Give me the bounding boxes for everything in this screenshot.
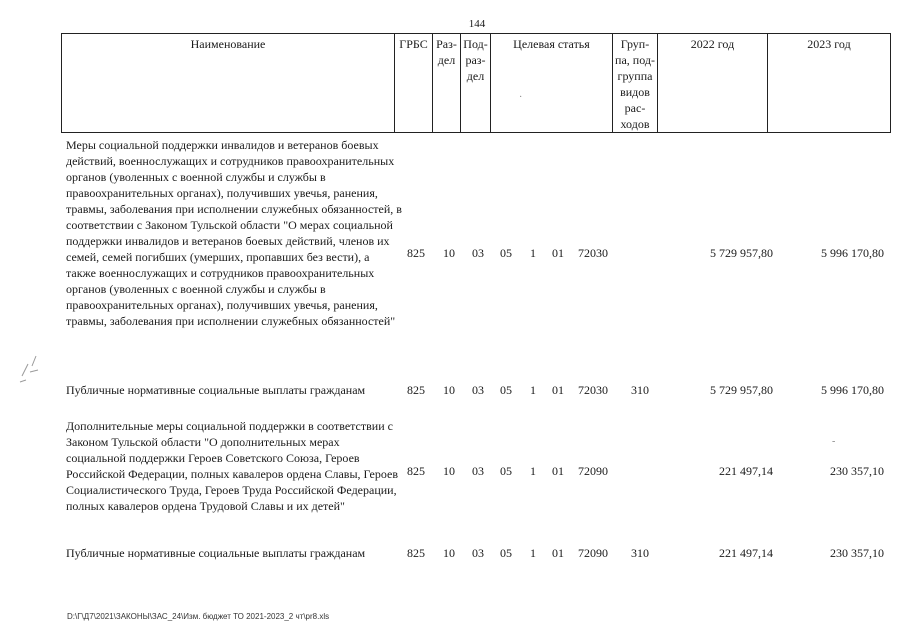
- header-podrazdel: Под- раз- дел: [461, 34, 491, 133]
- header-grbs: ГРБС: [395, 34, 433, 133]
- row-target-3: 01: [552, 546, 564, 560]
- row-razdel: 10: [443, 546, 455, 560]
- row-2023: 5 996 170,80: [821, 246, 884, 260]
- row-razdel: 10: [443, 383, 455, 397]
- row-grbs: 825: [407, 464, 425, 478]
- pencil-mark: [14, 352, 44, 386]
- row-razdel: 10: [443, 464, 455, 478]
- row-target-1: 05: [500, 546, 512, 560]
- row-target-2: 1: [530, 383, 536, 397]
- row-target-4: 72030: [578, 383, 608, 397]
- row-target-2: 1: [530, 546, 536, 560]
- row-target-4: 72090: [578, 464, 608, 478]
- row-podrazdel: 03: [472, 383, 484, 397]
- row-2022: 221 497,14: [719, 546, 773, 560]
- row-grbs: 825: [407, 383, 425, 397]
- row-2023: 230 357,10: [830, 464, 884, 478]
- row-name: Публичные нормативные социальные выплаты гражданам: [66, 546, 366, 560]
- header-target: Целевая статья: [491, 34, 613, 133]
- row-group: 310: [631, 546, 649, 560]
- header-razdel: Раз- дел: [433, 34, 461, 133]
- row-razdel: 10: [443, 246, 455, 260]
- row-target-1: 05: [500, 383, 512, 397]
- row-group: 310: [631, 383, 649, 397]
- header-name: Наименование: [62, 34, 395, 133]
- table-header: [61, 33, 891, 133]
- scan-dot: -: [832, 436, 836, 447]
- row-2022: 5 729 957,80: [710, 383, 773, 397]
- row-name: Дополнительные меры социальной поддержки в соответствии с Законом Тульской области "О дополнительных мерах социальной поддержки Героев Советского Союза, Героев Российской Федерации, полных кавалеров ордена Славы, Героев Социалистического Труда, Героев Труда Российской Федерации, полных кавалеров ордена Трудовой Славы и их детей": [66, 419, 398, 513]
- file-path-footer: D:\Г\Д7\2021\ЗАКОНЫ\ЗАС_24\Изм. бюджет ТО 2021-2023_2 чт\pr8.xls: [67, 612, 330, 621]
- row-target-4: 72030: [578, 246, 608, 260]
- row-podrazdel: 03: [472, 246, 484, 260]
- row-target-3: 01: [552, 246, 564, 260]
- row-grbs: 825: [407, 546, 425, 560]
- header-2023: 2023 год: [768, 34, 891, 133]
- row-grbs: 825: [407, 246, 425, 260]
- row-target-3: 01: [552, 464, 564, 478]
- row-podrazdel: 03: [472, 546, 484, 560]
- row-target-1: 05: [500, 464, 512, 478]
- scan-dot: ·: [519, 92, 523, 103]
- page-number: 144: [468, 18, 486, 30]
- row-2022: 5 729 957,80: [710, 246, 773, 260]
- row-target-4: 72090: [578, 546, 608, 560]
- row-2023: 230 357,10: [830, 546, 884, 560]
- row-podrazdel: 03: [472, 464, 484, 478]
- header-group: Груп- па, под- группа видов рас- ходов: [613, 34, 658, 133]
- row-name: Публичные нормативные социальные выплаты гражданам: [66, 383, 366, 397]
- row-2022: 221 497,14: [719, 464, 773, 478]
- row-name: Меры социальной поддержки инвалидов и ветеранов боевых действий, военнослужащих и сотрудников правоохранительных органов (уволенных с военной службы и службы в правоохранительных органах), получивших увечья, ранения, травмы, заболевания при исполнении служебных обязанностей, в соответствии с Законом Тульской области "О мерах социальной поддержки инвалидов и ветеранов боевых действий, членов их семей, семей погибших (умерших, пропавших без вести), а также военнослужащих и сотрудников правоохранительных органов (уволенных с военной службы и службы в правоохранительных органах), получивших увечья, ранения, травмы, заболевания при исполнении служебных обязанностей": [66, 138, 402, 328]
- row-target-3: 01: [552, 383, 564, 397]
- row-2023: 5 996 170,80: [821, 383, 884, 397]
- row-target-1: 05: [500, 246, 512, 260]
- header-2022: 2022 год: [658, 34, 768, 133]
- row-target-2: 1: [530, 464, 536, 478]
- row-target-2: 1: [530, 246, 536, 260]
